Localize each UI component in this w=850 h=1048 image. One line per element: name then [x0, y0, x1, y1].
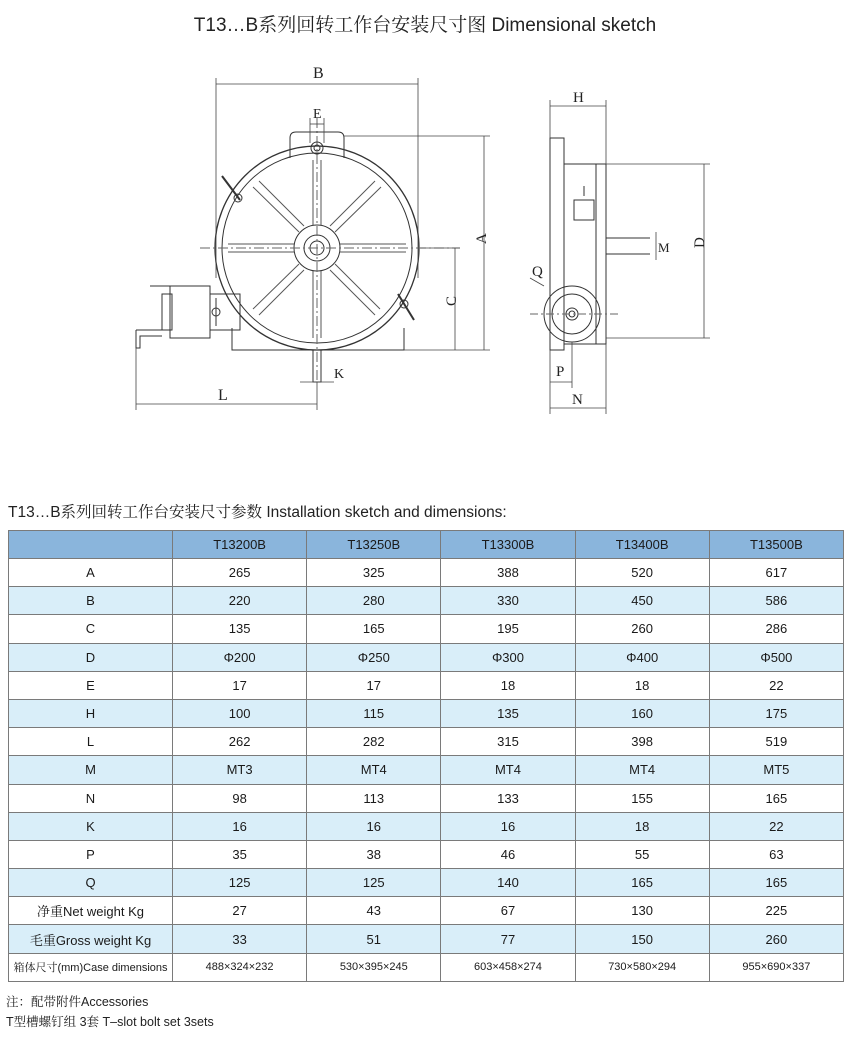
value-cell: 98 [173, 784, 307, 812]
table-row [9, 840, 844, 868]
row-label-cell: H [9, 699, 173, 727]
value-cell: Φ300 [441, 643, 575, 671]
value-cell: 165 [709, 869, 843, 897]
value-cell: 51 [307, 925, 441, 953]
table-row [9, 953, 844, 981]
value-cell: 18 [575, 812, 709, 840]
table-row [9, 643, 844, 671]
value-cell: MT3 [173, 756, 307, 784]
front-view [136, 65, 490, 410]
value-cell: 730×580×294 [575, 953, 709, 981]
row-label-cell: 净重Net weight Kg [9, 897, 173, 925]
value-cell: 46 [441, 840, 575, 868]
value-cell: 17 [173, 671, 307, 699]
dimensional-sketch [0, 48, 850, 428]
row-label-cell: C [9, 615, 173, 643]
value-cell: 133 [441, 784, 575, 812]
value-cell: 488×324×232 [173, 953, 307, 981]
row-label-cell: B [9, 587, 173, 615]
header-cell-model: T13400B [575, 531, 709, 559]
value-cell: 43 [307, 897, 441, 925]
table-subtitle: T13…B系列回转工作台安装尺寸参数 Installation sketch and dimensions: [8, 504, 507, 521]
value-cell: 282 [307, 728, 441, 756]
value-cell: 265 [173, 559, 307, 587]
header-cell-model: T13250B [307, 531, 441, 559]
label-n: N [572, 392, 583, 408]
row-label-cell: M [9, 756, 173, 784]
side-view [530, 90, 710, 414]
label-l: L [218, 387, 228, 404]
value-cell: 125 [307, 869, 441, 897]
value-cell: 280 [307, 587, 441, 615]
row-label-cell: E [9, 671, 173, 699]
page-title: T13…B系列回转工作台安装尺寸图 Dimensional sketch [193, 15, 657, 36]
value-cell: 38 [307, 840, 441, 868]
row-label-cell: 箱体尺寸(mm)Case dimensions [9, 953, 173, 981]
value-cell: 135 [173, 615, 307, 643]
value-cell: 160 [575, 699, 709, 727]
value-cell: 603×458×274 [441, 953, 575, 981]
value-cell: 195 [441, 615, 575, 643]
label-q: Q [532, 264, 543, 280]
value-cell: 35 [173, 840, 307, 868]
value-cell: 140 [441, 869, 575, 897]
notes-line-tslot: T型槽螺钉组 3套 T–slot bolt set 3sets [6, 1015, 214, 1029]
table-row [9, 869, 844, 897]
table-row [9, 671, 844, 699]
label-d: D [692, 237, 708, 248]
value-cell: 115 [307, 699, 441, 727]
value-cell: 18 [441, 671, 575, 699]
row-label-cell: P [9, 840, 173, 868]
value-cell: 262 [173, 728, 307, 756]
value-cell: 113 [307, 784, 441, 812]
label-c: C [444, 295, 460, 306]
label-a: A [474, 233, 490, 244]
label-m: M [658, 240, 670, 255]
value-cell: Φ200 [173, 643, 307, 671]
dimensions-table [8, 530, 844, 982]
row-label-cell: N [9, 784, 173, 812]
label-e: E [313, 107, 322, 122]
value-cell: 315 [441, 728, 575, 756]
table-row [9, 728, 844, 756]
value-cell: Φ250 [307, 643, 441, 671]
value-cell: 17 [307, 671, 441, 699]
value-cell: 67 [441, 897, 575, 925]
value-cell: 165 [709, 784, 843, 812]
value-cell: 100 [173, 699, 307, 727]
row-label-cell: D [9, 643, 173, 671]
table-row [9, 897, 844, 925]
label-b: B [313, 65, 324, 82]
value-cell: 22 [709, 812, 843, 840]
value-cell: 520 [575, 559, 709, 587]
header-cell-corner [9, 531, 173, 559]
row-label-cell: A [9, 559, 173, 587]
value-cell: 77 [441, 925, 575, 953]
value-cell: MT4 [575, 756, 709, 784]
value-cell: 260 [575, 615, 709, 643]
value-cell: 519 [709, 728, 843, 756]
value-cell: 617 [709, 559, 843, 587]
header-cell-model: T13200B [173, 531, 307, 559]
value-cell: Φ500 [709, 643, 843, 671]
value-cell: 130 [575, 897, 709, 925]
value-cell: MT4 [441, 756, 575, 784]
value-cell: 325 [307, 559, 441, 587]
value-cell: 330 [441, 587, 575, 615]
table-row [9, 812, 844, 840]
value-cell: 388 [441, 559, 575, 587]
header-cell-model: T13500B [709, 531, 843, 559]
value-cell: Φ400 [575, 643, 709, 671]
label-p: P [556, 364, 565, 380]
value-cell: 450 [575, 587, 709, 615]
value-cell: 165 [307, 615, 441, 643]
value-cell: 22 [709, 671, 843, 699]
value-cell: 63 [709, 840, 843, 868]
row-label-cell: Q [9, 869, 173, 897]
value-cell: 16 [173, 812, 307, 840]
value-cell: 16 [441, 812, 575, 840]
table-row [9, 925, 844, 953]
header-cell-model: T13300B [441, 531, 575, 559]
value-cell: 165 [575, 869, 709, 897]
table-row [9, 615, 844, 643]
value-cell: 530×395×245 [307, 953, 441, 981]
value-cell: 18 [575, 671, 709, 699]
value-cell: 155 [575, 784, 709, 812]
value-cell: MT4 [307, 756, 441, 784]
row-label-cell: K [9, 812, 173, 840]
value-cell: 55 [575, 840, 709, 868]
row-label-cell: 毛重Gross weight Kg [9, 925, 173, 953]
value-cell: 33 [173, 925, 307, 953]
table-row [9, 784, 844, 812]
table-row [9, 756, 844, 784]
table-row [9, 587, 844, 615]
value-cell: 135 [441, 699, 575, 727]
table-row [9, 699, 844, 727]
value-cell: 125 [173, 869, 307, 897]
accessories-notes [6, 992, 214, 1032]
label-k: K [334, 367, 345, 382]
notes-line-accessories: 注：配带附件Accessories [6, 995, 149, 1009]
value-cell: 150 [575, 925, 709, 953]
table-header-row [9, 531, 844, 559]
row-label-cell: L [9, 728, 173, 756]
table-row [9, 559, 844, 587]
value-cell: 955×690×337 [709, 953, 843, 981]
value-cell: 225 [709, 897, 843, 925]
value-cell: 175 [709, 699, 843, 727]
value-cell: 27 [173, 897, 307, 925]
value-cell: 398 [575, 728, 709, 756]
value-cell: MT5 [709, 756, 843, 784]
value-cell: 286 [709, 615, 843, 643]
value-cell: 16 [307, 812, 441, 840]
value-cell: 260 [709, 925, 843, 953]
value-cell: 220 [173, 587, 307, 615]
value-cell: 586 [709, 587, 843, 615]
label-h: H [573, 90, 584, 106]
